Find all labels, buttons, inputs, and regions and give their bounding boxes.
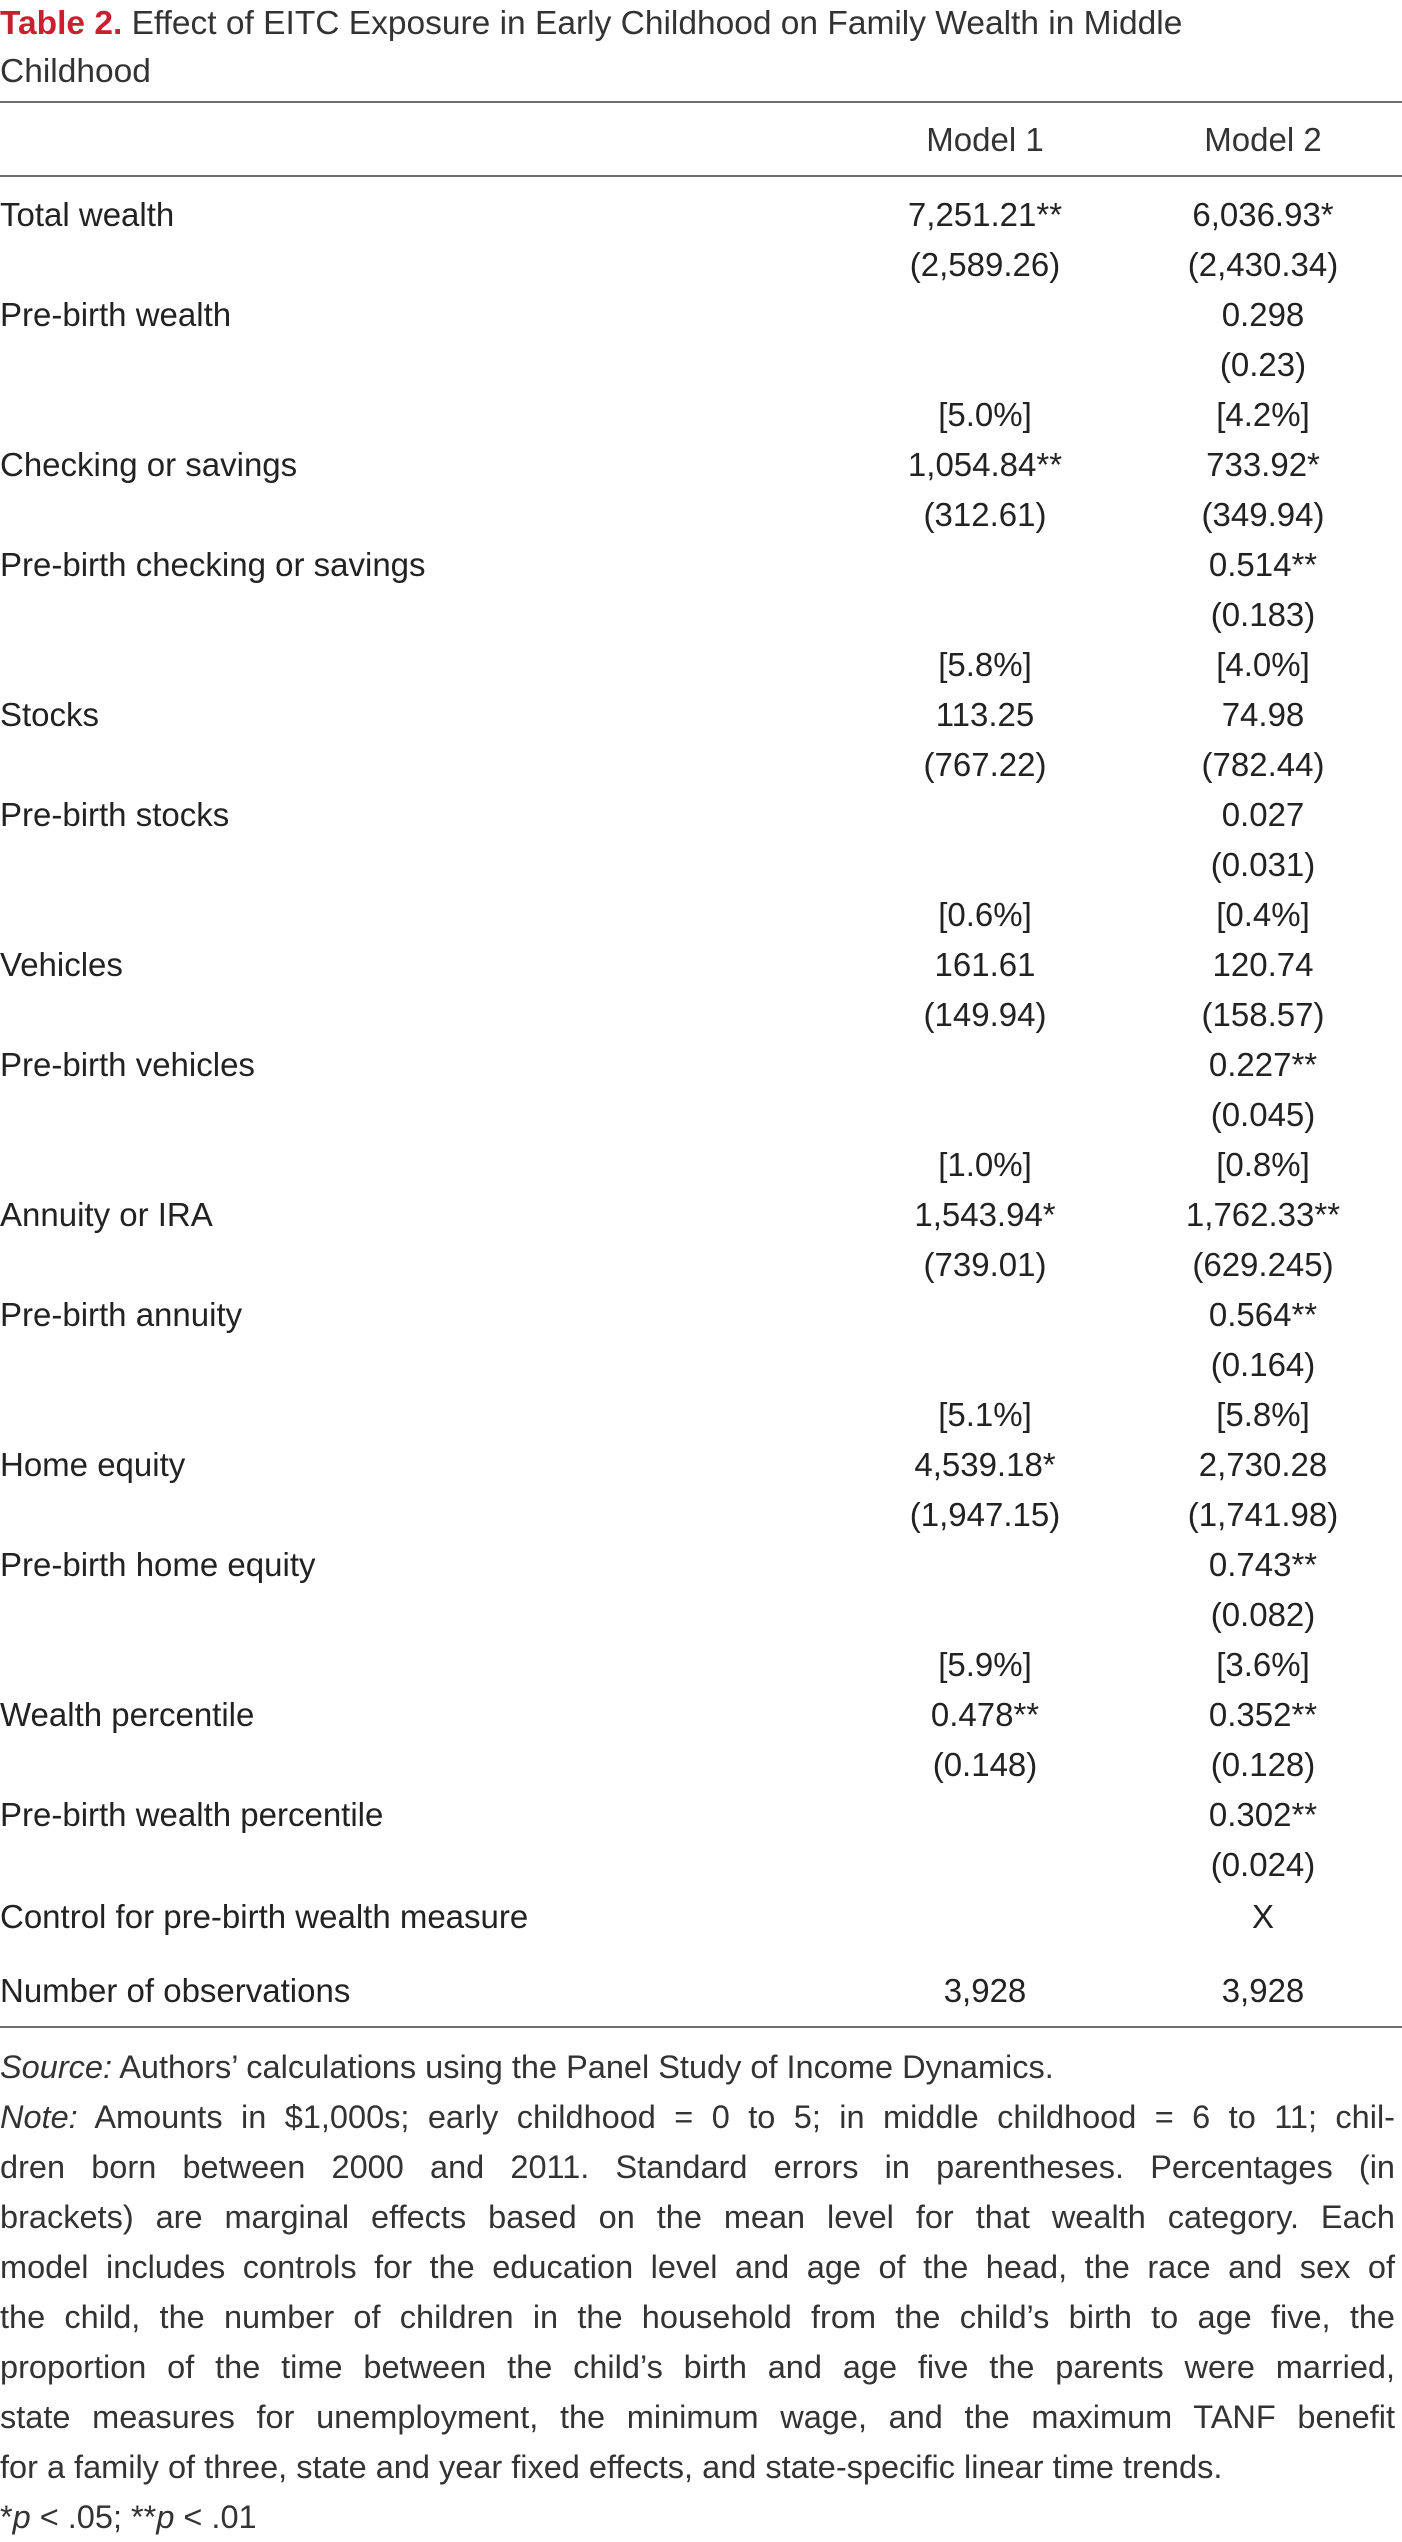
header-rule: [0, 175, 1402, 177]
model-1-value: [5.1%]: [938, 1396, 1032, 1433]
model-1-value: (2,589.26): [909, 246, 1061, 283]
model-1-value: [870, 340, 1100, 390]
model-2-value: (1,741.98): [1187, 1496, 1339, 1533]
model-1-value: (312.61): [923, 496, 1047, 533]
model-1-value: 161.61: [934, 946, 1036, 983]
row-label: Annuity or IRA: [0, 1196, 213, 1233]
table-label: Table 2.: [0, 5, 123, 42]
note-line-4: model includes controls for the education level and age of the head, the race and sex of: [0, 2249, 1395, 2285]
model-2-value: 0.027: [1221, 796, 1305, 833]
row-label: Pre-birth wealth: [0, 296, 232, 333]
row-label: Pre-birth annuity: [0, 1296, 243, 1333]
model-1-value: [870, 1290, 1100, 1340]
model-1-value: [0.6%]: [938, 896, 1032, 933]
source-label: Source:: [0, 2049, 113, 2085]
model-2-value: [3.6%]: [1216, 1646, 1310, 1683]
model-2-value: 120.74: [1212, 946, 1314, 983]
model-1-value: [870, 540, 1100, 590]
model-2-value: (349.94): [1201, 496, 1325, 533]
model-2-value: 0.564**: [1208, 1296, 1318, 1333]
top-rule: [0, 101, 1402, 103]
model-2-value: 0.298: [1221, 296, 1305, 333]
note-line-7: state measures for unemployment, the minimum wage, and the maximum TANF benefit: [0, 2399, 1395, 2435]
model-1-value: [870, 840, 1100, 890]
model-1-value: [870, 790, 1100, 840]
table-notes: [0, 2042, 1395, 2542]
model-2-value: (0.183): [1210, 596, 1316, 633]
model-2-value: 2,730.28: [1198, 1446, 1328, 1483]
model-2-value: (0.23): [1219, 346, 1307, 383]
row-label: Vehicles: [0, 946, 123, 983]
model-2-value: (158.57): [1201, 996, 1325, 1033]
row-label: Pre-birth checking or savings: [0, 546, 426, 583]
observations-model-1: 3,928: [943, 1972, 1027, 2009]
table-caption: [0, 0, 1300, 96]
model-1-value: [870, 1340, 1100, 1390]
model-1-value: [870, 1840, 1100, 1890]
row-label: Total wealth: [0, 196, 175, 233]
model-1-value: [5.9%]: [938, 1646, 1032, 1683]
row-label: Pre-birth vehicles: [0, 1046, 255, 1083]
model-1-value: 1,543.94*: [914, 1196, 1056, 1233]
model-2-value: [0.8%]: [1216, 1146, 1310, 1183]
model-1-value: 7,251.21**: [907, 196, 1063, 233]
model-2-value: 0.302**: [1208, 1796, 1318, 1833]
model-2-value: (782.44): [1201, 746, 1325, 783]
row-label: Control for pre-birth wealth measure: [0, 1898, 529, 1935]
model-2-value: 6,036.93*: [1192, 196, 1334, 233]
model-2-value: 0.514**: [1208, 546, 1318, 583]
model-1-value: [870, 1590, 1100, 1640]
note-line-1: [0, 2092, 1395, 2142]
model-2-value: (629.245): [1192, 1246, 1334, 1283]
model-1-value: [5.8%]: [938, 646, 1032, 683]
model-2-value: (0.082): [1210, 1596, 1316, 1633]
row-label: Checking or savings: [0, 446, 298, 483]
model-1-value: [870, 1790, 1100, 1840]
note-label: Note:: [0, 2099, 78, 2135]
caption-line-1: [0, 0, 1300, 48]
model-1-value: [870, 1540, 1100, 1590]
model-2-value: 0.227**: [1208, 1046, 1318, 1083]
model-2-value: 74.98: [1221, 696, 1305, 733]
table-title-part-1: Effect of EITC Exposure in Early Childhood on Family Wealth in Middle: [122, 5, 1183, 42]
column-header-model-2: Model 2: [1204, 121, 1322, 158]
model-2-value: [0.4%]: [1216, 896, 1310, 933]
note-line-6: proportion of the time between the child’s birth and age five the parents were married,: [0, 2349, 1395, 2385]
model-1-value: [870, 1040, 1100, 1090]
observations-model-2: 3,928: [1221, 1972, 1305, 2009]
observations-label: Number of observations: [0, 1972, 351, 2009]
note-line-2: dren born between 2000 and 2011. Standard errors in parentheses. Percentages (in: [0, 2149, 1395, 2185]
model-1-value: 4,539.18*: [914, 1446, 1056, 1483]
model-2-value: (0.164): [1210, 1346, 1316, 1383]
model-2-value: (0.128): [1210, 1746, 1316, 1783]
model-2-value: 0.743**: [1208, 1546, 1318, 1583]
model-1-value: (0.148): [932, 1746, 1038, 1783]
column-header-model-1: Model 1: [926, 121, 1044, 158]
row-label: Home equity: [0, 1446, 186, 1483]
model-1-value: 113.25: [935, 696, 1035, 733]
model-2-value: 1,762.33**: [1185, 1196, 1341, 1233]
model-1-value: [1.0%]: [938, 1146, 1032, 1183]
model-2-value: (0.031): [1210, 846, 1316, 883]
note-line-8: for a family of three, state and year fixed effects, and state-specific linear time trends.: [0, 2449, 1223, 2485]
row-label: Wealth percentile: [0, 1696, 255, 1733]
note-text-1: Amounts in $1,000s; early childhood = 0 to 5; in middle childhood = 6 to 11; chil-: [77, 2099, 1395, 2135]
source-text: Authors’ calculations using the Panel Study of Income Dynamics.: [112, 2049, 1054, 2085]
model-1-value: 0.478**: [930, 1696, 1040, 1733]
row-label: Pre-birth home equity: [0, 1546, 316, 1583]
note-line-3: brackets) are marginal effects based on the mean level for that wealth category. Each: [0, 2199, 1395, 2235]
model-2-value: 0.352**: [1208, 1696, 1318, 1733]
model-1-value: [5.0%]: [938, 396, 1032, 433]
model-2-value: X: [1251, 1898, 1274, 1935]
model-1-value: 1,054.84**: [907, 446, 1063, 483]
model-2-value: (0.024): [1210, 1846, 1316, 1883]
model-2-value: [4.0%]: [1216, 646, 1310, 683]
model-1-value: (1,947.15): [909, 1496, 1061, 1533]
model-1-value: (767.22): [923, 746, 1047, 783]
model-2-value: 733.92*: [1206, 446, 1320, 483]
model-2-value: (2,430.34): [1187, 246, 1339, 283]
significance-line: *p < .05; **p < .01: [0, 2499, 257, 2535]
model-1-value: (149.94): [923, 996, 1047, 1033]
bottom-rule: [0, 2026, 1402, 2028]
model-1-value: [870, 1090, 1100, 1140]
row-label: Stocks: [0, 696, 100, 733]
model-2-value: (0.045): [1210, 1096, 1316, 1133]
source-line: [0, 2042, 1395, 2092]
model-2-value: [4.2%]: [1216, 396, 1310, 433]
model-1-value: (739.01): [923, 1246, 1047, 1283]
model-2-value: [5.8%]: [1216, 1396, 1310, 1433]
model-1-value: [870, 290, 1100, 340]
note-line-5: the child, the number of children in the household from the child’s birth to age five, the: [0, 2299, 1395, 2335]
table-title-part-2: Childhood: [0, 53, 151, 90]
row-label: Pre-birth wealth percentile: [0, 1796, 384, 1833]
model-1-value: [870, 590, 1100, 640]
model-1-value: [870, 1892, 1100, 1942]
row-label: Pre-birth stocks: [0, 796, 230, 833]
